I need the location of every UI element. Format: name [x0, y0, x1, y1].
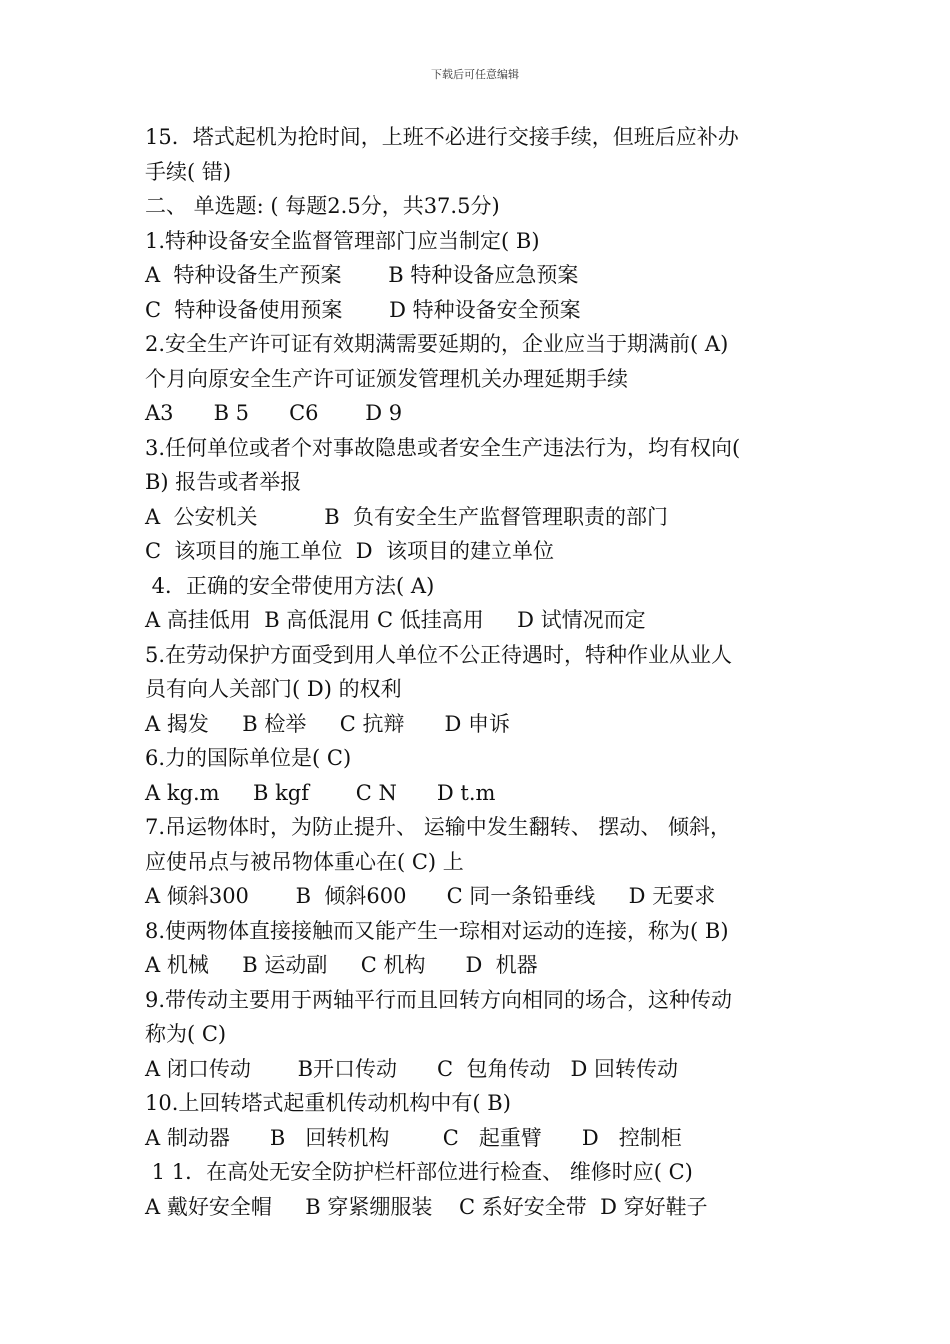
- question-8: 8.使两物体直接接触而又能产生一琮相对运动的连接，称为( B): [145, 918, 729, 943]
- question-4-options: A 高挂低用 B 高低混用 C 低挂高用 D 试情况而定: [145, 608, 646, 632]
- question-11: 1 1．在高处无安全防护栏杆部位进行检查、 维修时应( C): [145, 1160, 693, 1184]
- question-10: 10.上回转塔式起重机传动机构中有( B): [145, 1091, 511, 1115]
- question-3-options-ab: A 公安机关 B 负有安全生产监督管理职责的部门: [145, 504, 669, 529]
- question-6: 6.力的国际单位是( C): [145, 746, 352, 770]
- section-heading: 二、 单选题: ( 每题2.5分，共37.5分): [145, 194, 500, 218]
- question-15-line-1: 15．塔式起机为抢时间，上班不必进行交接手续，但班后应补办: [145, 125, 739, 149]
- question-3-options-cd: C 该项目的施工单位 D 该项目的建立单位: [145, 539, 554, 563]
- question-15-line-2: 手续( 错): [145, 159, 232, 184]
- question-1-options-cd: C 特种设备使用预案 D 特种设备安全预案: [145, 297, 581, 322]
- question-7-line-1: 7.吊运物体时，为防止提升、 运输中发生翻转、 摆动、 倾斜，: [145, 815, 732, 839]
- question-2-line-2: 个月向原安全生产许可证颁发管理机关办理延期手续: [145, 366, 628, 391]
- question-6-options: A kg.m B kgf C N D t.m: [145, 780, 496, 805]
- question-8-options: A 机械 B 运动副 C 机构 D 机器: [145, 953, 538, 977]
- question-2-options: A3 B 5 C6 D 9: [145, 401, 403, 425]
- question-1-options-ab: A 特种设备生产预案 B 特种设备应急预案: [145, 263, 579, 287]
- question-3-line-1: 3.任何单位或者个对事故隐患或者安全生产违法行为，均有权向(: [145, 435, 741, 460]
- question-9-line-2: 称为( C): [145, 1022, 227, 1046]
- question-5-options: A 揭发 B 检举 C 抗辩 D 申诉: [145, 711, 511, 736]
- question-7-line-2: 应使吊点与被吊物体重心在( C) 上: [145, 849, 464, 874]
- question-9-line-1: 9.带传动主要用于两轴平行而且回转方向相同的场合，这种传动: [145, 987, 733, 1012]
- question-3-line-2: B) 报告或者举报: [145, 470, 302, 494]
- question-2-line-1: 2.安全生产许可证有效期满需要延期的，企业应当于期满前( A): [145, 332, 729, 356]
- document-body: [145, 120, 825, 1224]
- question-1: 1.特种设备安全监督管理部门应当制定( B): [145, 228, 540, 253]
- question-7-options: A 倾斜300 B 倾斜600 C 同一条铅垂线 D 无要求: [145, 884, 716, 908]
- question-10-options: A 制动器 B 回转机构 C 起重臂 D 控制柜: [145, 1125, 682, 1150]
- question-9-options: A 闭口传动 B开口传动 C 包角传动 D 回转传动: [145, 1056, 679, 1081]
- question-5-line-2: 员有向人关部门( D) 的权利: [145, 677, 402, 701]
- question-11-options: A 戴好安全帽 B 穿紧绷服装 C 系好安全带 D 穿好鞋子: [145, 1194, 708, 1219]
- question-5-line-1: 5.在劳动保护方面受到用人单位不公正待遇时，特种作业从业人: [145, 642, 733, 667]
- page-header: 下载后可任意编辑: [431, 68, 519, 81]
- question-4: 4．正确的安全带使用方法( A): [145, 573, 435, 598]
